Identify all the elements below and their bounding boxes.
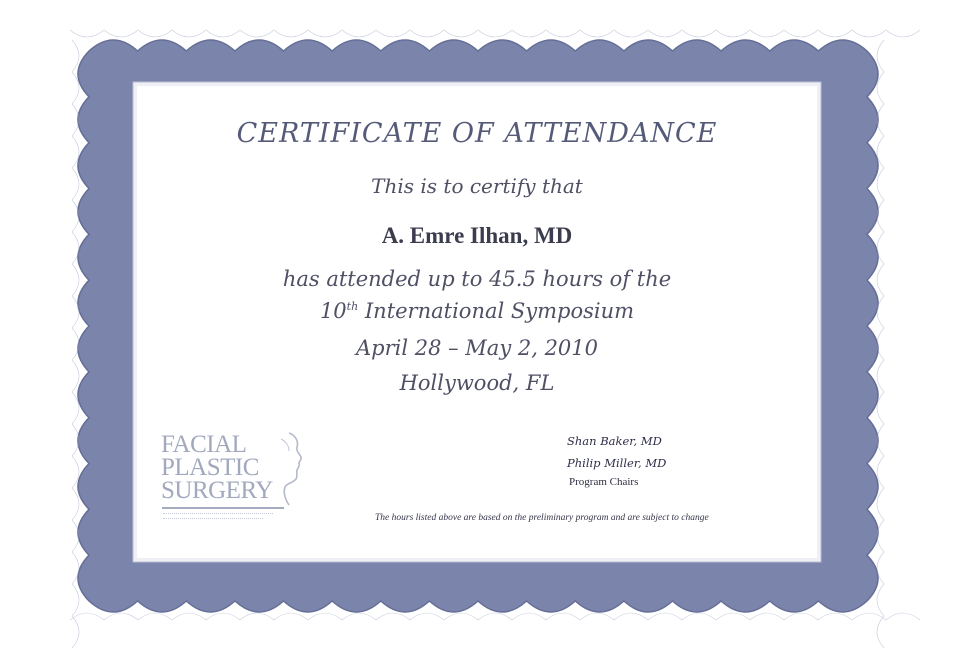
logo-text-facial: FACIAL (161, 431, 247, 458)
face-profile-icon (259, 429, 307, 509)
logo-text-surgery: SURGERY (161, 477, 273, 504)
signature-chair-1: Shan Baker, MD (567, 434, 662, 448)
certificate-title: CERTIFICATE OF ATTENDANCE (236, 118, 718, 149)
event-location: Hollywood, FL (399, 371, 555, 395)
certify-line: This is to certify that (371, 174, 583, 198)
signature-chair-2: Philip Miller, MD (567, 456, 667, 470)
event-dates: April 28 – May 2, 2010 (355, 336, 599, 360)
event-name: International Symposium (364, 299, 635, 323)
logo-fine-print-2 (163, 518, 263, 521)
recipient-name: A. Emre Ilhan, MD (381, 223, 573, 248)
facial-plastic-surgery-logo (161, 431, 311, 541)
disclaimer-note: The hours listed above are based on the preliminary program and are subject to change (375, 513, 709, 523)
event-name-line (137, 299, 817, 323)
certificate-panel (137, 86, 817, 558)
attended-hours-line: has attended up to 45.5 hours of the (282, 267, 672, 291)
event-ordinal-suffix: th (346, 300, 359, 313)
logo-text-plastic: PLASTIC (161, 454, 259, 481)
logo-fine-print (163, 513, 273, 516)
program-chairs-label: Program Chairs (569, 476, 639, 488)
event-ordinal-number: 10 (319, 299, 347, 323)
